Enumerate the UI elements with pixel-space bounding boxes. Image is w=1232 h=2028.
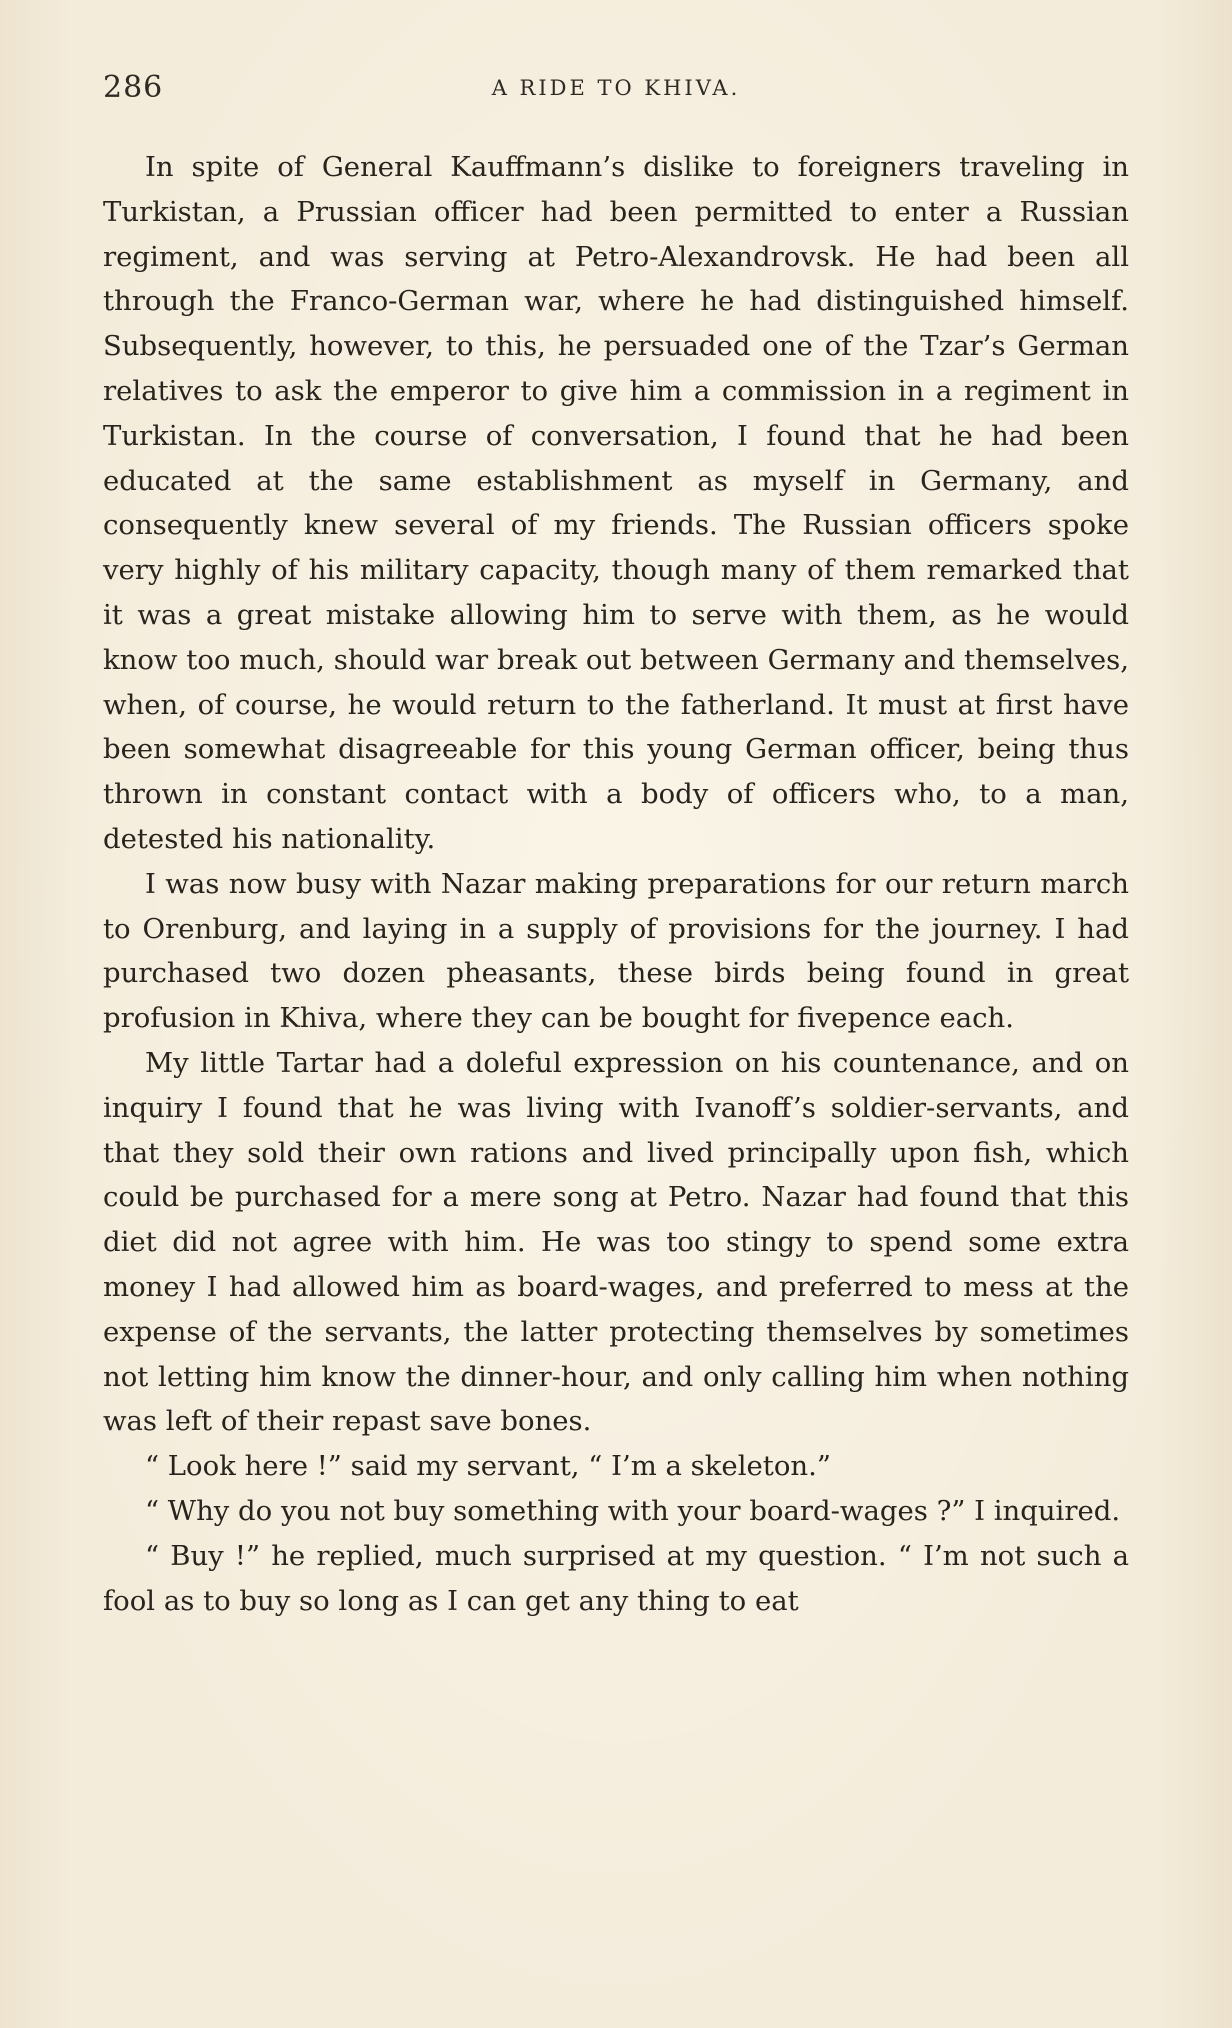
paragraph: “ Buy !” he replied, much surprised at my question. “ I’m not such a fool as to buy so long as I can get any thing to eat [103,1539,1129,1617]
page-number: 286 [103,70,164,105]
paragraph: My little Tartar had a doleful expression on his countenance, and on inquiry I found that he was living with Ivanoff’s soldier-servants, and that they sold their own rations and lived principally upon fish, which could be purchased for a mere song at Petro. Nazar had found that this diet did not agree with him. He was too stingy to spend some extra money I had allowed him as board-wages, and preferred to mess at the expense of the servants, the latter protecting themselves by sometimes not letting him know the dinner-hour, and only calling him when nothing was left of their repast save bones. [103,1046,1129,1438]
page-header [103,70,1129,110]
paragraph: “ Why do you not buy something with your board-wages ?” I inquired. [145,1494,1121,1527]
paragraph: In spite of General Kauffmann’s dislike to foreigners traveling in Turkistan, a Prussian officer had been permitted to enter a Russian regiment, and was serving at Petro-Alexandrovsk. He had been all through the Franco-German war, where he had distinguished himself. Subsequently, however, to this, he persuaded one of the Tzar’s German relatives to ask the emperor to give him a commission in a regiment in Turkistan. In the course of conversation, I found that he had been educated at the same establishment as myself in Germany, and consequently knew several of my friends. The Russian officers spoke very highly of his military capacity, though many of them remarked that it was a great mistake allowing him to serve with them, as he would know too much, should war break out between Germany and themselves, when, of course, he would return to the fatherland. It must at first have been somewhat disagreeable for this young German officer, being thus thrown in constant contact with a body of officers who, to a man, detested his nationality. [103,151,1129,855]
paragraph: “ Look here !” said my servant, “ I’m a skeleton.” [145,1450,831,1483]
running-title: A RIDE TO KHIVA. [491,76,741,100]
body-text [103,145,1129,1623]
paragraph: I was now busy with Nazar making preparations for our return march to Orenburg, and laying in a supply of provisions for the journey. I had purchased two dozen pheasants, these birds being found in great profusion in Khiva, where they can be bought for fivepence each. [103,867,1129,1035]
